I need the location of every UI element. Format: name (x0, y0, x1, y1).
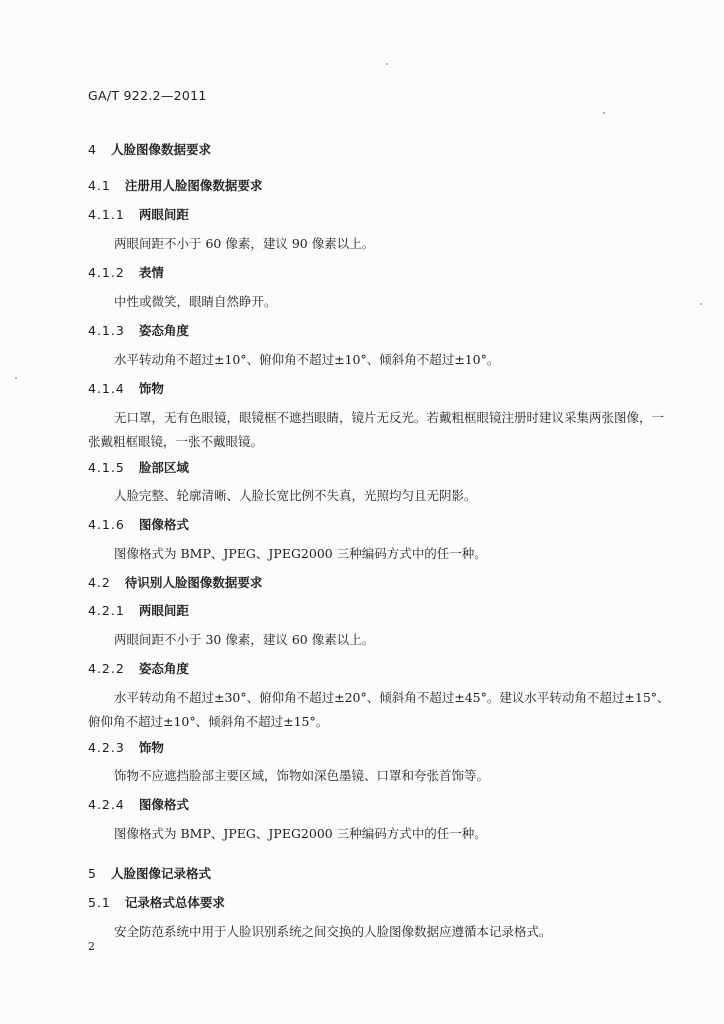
section-4-2-3-heading (88, 738, 164, 756)
section-title: 待识别人脸图像数据要求 (124, 575, 263, 590)
paragraph-line: 俯仰角不超过±10°、倾斜角不超过±15°。 (88, 714, 329, 729)
section-4-1-1-heading (88, 205, 189, 223)
paragraph: 图像格式为 BMP、JPEG、JPEG2000 三种编码方式中的任一种。 (114, 826, 487, 841)
section-number: 5.1 (88, 895, 111, 910)
section-4-1-4-heading (88, 379, 164, 397)
section-title: 两眼间距 (138, 207, 189, 222)
section-4-1-2-heading (88, 263, 164, 281)
section-number: 4.2.2 (88, 661, 125, 676)
paragraph-line: 水平转动角不超过±30°、俯仰角不超过±20°、倾斜角不超过±45°。建议水平转动角不超过±15°、 (114, 690, 670, 705)
section-4-2-4-heading (88, 795, 189, 813)
section-number: 4.2.4 (88, 797, 125, 812)
scan-speck (386, 63, 388, 65)
section-title: 人脸图像记录格式 (110, 866, 211, 881)
paragraph: 两眼间距不小于 60 像素，建议 90 像素以上。 (114, 236, 375, 251)
section-4-1-heading (88, 176, 262, 194)
paragraph-line: 无口罩，无有色眼镜，眼镜框不遮挡眼睛，镜片无反光。若戴粗框眼镜注册时建议采集两张图像，一 (114, 410, 665, 425)
section-4-1-6-heading (88, 515, 189, 533)
paragraph-line: 张戴粗框眼镜，一张不戴眼镜。 (88, 434, 264, 449)
section-number: 4.1.3 (88, 323, 125, 338)
section-title: 饰物 (138, 381, 164, 396)
paragraph: 人脸完整、轮廓清晰、人脸长宽比例不失真，光照均匀且无阴影。 (114, 488, 477, 503)
section-title: 姿态角度 (138, 323, 189, 338)
section-title: 两眼间距 (138, 603, 189, 618)
section-title: 注册用人脸图像数据要求 (124, 178, 263, 193)
paragraph: 中性或微笑，眼睛自然睁开。 (114, 294, 277, 309)
section-title: 表情 (138, 265, 164, 280)
scan-speck (700, 303, 702, 305)
section-title: 图像格式 (138, 797, 189, 812)
section-4-2-heading (88, 573, 262, 591)
scan-speck (603, 112, 605, 114)
section-title: 饰物 (138, 740, 164, 755)
section-5-1-heading (88, 893, 225, 911)
paragraph: 图像格式为 BMP、JPEG、JPEG2000 三种编码方式中的任一种。 (114, 546, 487, 561)
section-5-heading (88, 864, 211, 882)
section-number: 4.1.2 (88, 265, 125, 280)
section-4-heading (88, 140, 211, 158)
section-title: 脸部区域 (138, 460, 189, 475)
paragraph: 两眼间距不小于 30 像素，建议 60 像素以上。 (114, 632, 375, 647)
section-4-2-2-heading (88, 659, 189, 677)
paragraph: 饰物不应遮挡脸部主要区域，饰物如深色墨镜、口罩和夸张首饰等。 (114, 768, 490, 783)
section-number: 4.1.4 (88, 381, 125, 396)
section-4-1-3-heading (88, 321, 189, 339)
section-number: 4 (88, 142, 97, 157)
section-number: 4.1.6 (88, 517, 125, 532)
scan-speck (15, 377, 17, 379)
section-number: 4.1.1 (88, 207, 125, 222)
section-number: 4.2.1 (88, 603, 125, 618)
section-number: 4.1 (88, 178, 111, 193)
section-4-2-1-heading (88, 601, 189, 619)
section-4-1-5-heading (88, 458, 189, 476)
section-title: 姿态角度 (138, 661, 189, 676)
section-title: 图像格式 (138, 517, 189, 532)
section-number: 4.2 (88, 575, 111, 590)
paragraph: 水平转动角不超过±10°、俯仰角不超过±10°、倾斜角不超过±10°。 (114, 352, 500, 367)
paragraph: 安全防范系统中用于人脸识别系统之间交换的人脸图像数据应遵循本记录格式。 (114, 924, 552, 939)
section-title: 记录格式总体要求 (124, 895, 225, 910)
page-number: 2 (88, 940, 95, 953)
document-id-header: GA/T 922.2—2011 (88, 88, 207, 103)
section-number: 5 (88, 866, 97, 881)
section-number: 4.2.3 (88, 740, 125, 755)
section-title: 人脸图像数据要求 (110, 142, 211, 157)
section-number: 4.1.5 (88, 460, 125, 475)
